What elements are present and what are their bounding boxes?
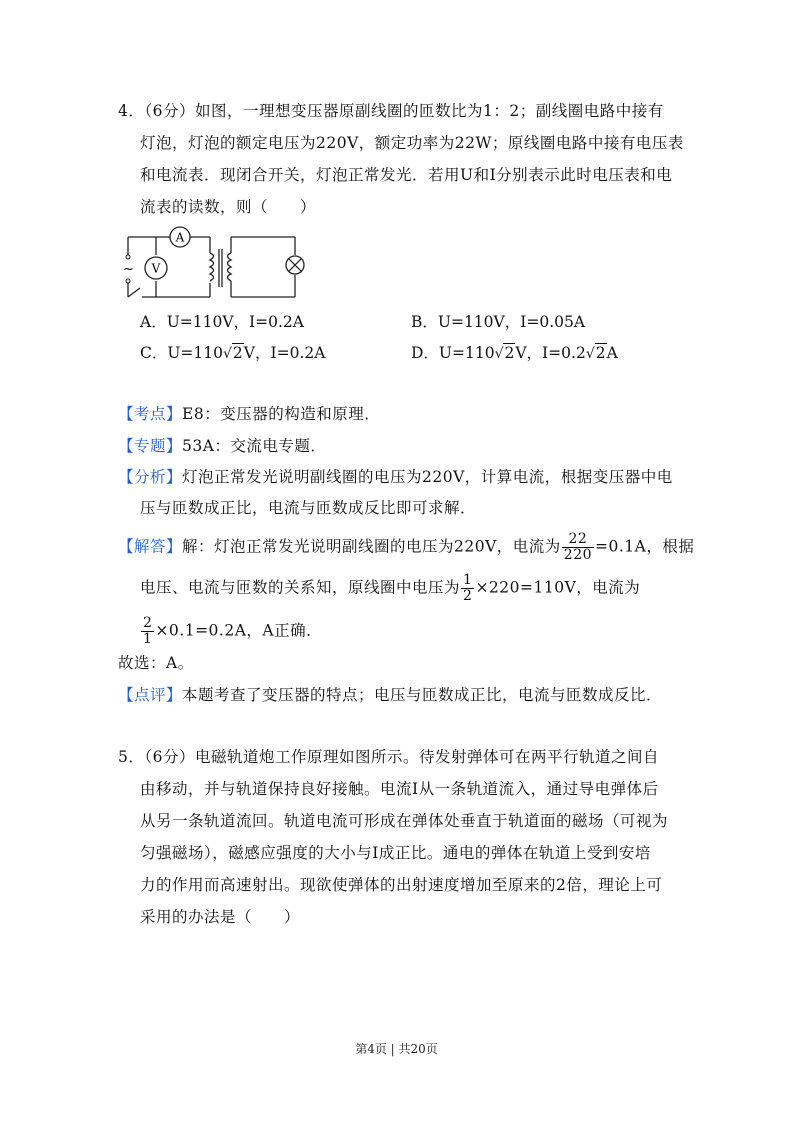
transformer-circuit-diagram xyxy=(118,225,308,305)
fraction: $\frac{1}{2}$ xyxy=(463,572,473,604)
q4-option-a: A．U=110V，I=0.2A xyxy=(140,313,304,331)
q5-line-5: 力的作用而高速射出。现欲使弹体的出射速度增加至原来的2倍，理论上可 xyxy=(140,876,663,894)
ammeter-label: A xyxy=(175,230,185,245)
q4-line-2: 灯泡，灯泡的额定电压为220V，额定功率为22W；原线圈电路中接有电压表 xyxy=(140,134,684,152)
lamp-symbol xyxy=(286,256,304,274)
q4-line-4: 流表的读数，则（ ） xyxy=(140,198,317,216)
dianping-line: 【点评】本题考查了变压器的特点；电压与匝数成正比，电流与匝数成反比． xyxy=(118,686,663,704)
kaodian-tag: 【考点】 xyxy=(118,405,183,423)
sqrt-symbol: √2 xyxy=(585,344,606,362)
dianping-tag: 【点评】 xyxy=(118,686,183,704)
q5-number: 5． xyxy=(118,748,145,766)
sqrt-symbol: √2 xyxy=(494,344,515,362)
zhuanti-line: 【专题】53A：交流电专题． xyxy=(118,437,327,455)
ammeter-symbol xyxy=(170,227,190,247)
jieda-tag: 【解答】 xyxy=(118,537,183,556)
jieda-line-1: 【解答】解：灯泡正常发光说明副线圈的电压为220V，电流为 $\frac{22}{220}$ =0.1A，根据 xyxy=(118,531,695,563)
zhuanti-tag: 【专题】 xyxy=(118,437,183,455)
q5-line-4: 匀强磁场），磁感应强度的大小与I成正比。通电的弹体在轨道上受到安培 xyxy=(140,844,651,862)
jieda-line-3: $\frac{2}{1}$ ×0.1=0.2A，A正确． xyxy=(143,615,323,647)
q4-line-3: 和电流表．现闭合开关，灯泡正常发光．若用U和I分别表示此时电压表和电 xyxy=(140,166,673,184)
ac-source-symbol: ~ xyxy=(123,262,134,277)
q5-line-2: 由移动，并与轨道保持良好接触。电流I从一条轨道流入，通过导电弹体后 xyxy=(140,780,659,798)
q4-option-c: C．U=110√2V，I=0.2A xyxy=(140,344,326,362)
page-footer: 第4页 | 共20页 xyxy=(355,1042,438,1056)
q5-line-1: 5．（6分）电磁轨道炮工作原理如图所示。待发射弹体可在两平行轨道之间自 xyxy=(118,748,659,766)
q4-number: 4． xyxy=(118,102,145,120)
fraction: $\frac{2}{1}$ xyxy=(143,615,153,647)
sqrt-symbol: √2 xyxy=(223,344,243,362)
voltmeter-label: V xyxy=(151,261,161,276)
q4-text-1: （6分）如图，一理想变压器原副线圈的匝数比为1：2；副线圈电路中接有 xyxy=(144,102,664,120)
fenxi-line-2: 压与匝数成正比，电流与匝数成反比即可求解． xyxy=(140,499,477,517)
fenxi-line-1: 【分析】灯泡正常发光说明副线圈的电压为220V，计算电流，根据变压器中电 xyxy=(118,468,673,486)
voltmeter-symbol xyxy=(145,257,167,279)
q5-line-3: 从另一条轨道流回。轨道电流可形成在弹体处垂直于轨道面的磁场（可视为 xyxy=(140,812,669,830)
jieda-line-2: 电压、电流与匝数的关系知，原线圈中电压为 $\frac{1}{2}$ ×220=110V，电流为 xyxy=(140,572,641,604)
q4-option-b: B．U=110V，I=0.05A xyxy=(411,313,586,331)
kaodian-line: 【考点】E8：变压器的构造和原理． xyxy=(118,405,381,423)
guxuan-line: 故选：A。 xyxy=(118,654,194,672)
fraction: $\frac{22}{220}$ xyxy=(563,531,593,563)
fenxi-tag: 【分析】 xyxy=(118,468,183,486)
q5-line-6: 采用的办法是（ ） xyxy=(140,908,301,926)
q4-line-1 xyxy=(118,101,664,121)
q4-option-d: D．U=110√2V，I=0.2√2A xyxy=(411,344,618,362)
